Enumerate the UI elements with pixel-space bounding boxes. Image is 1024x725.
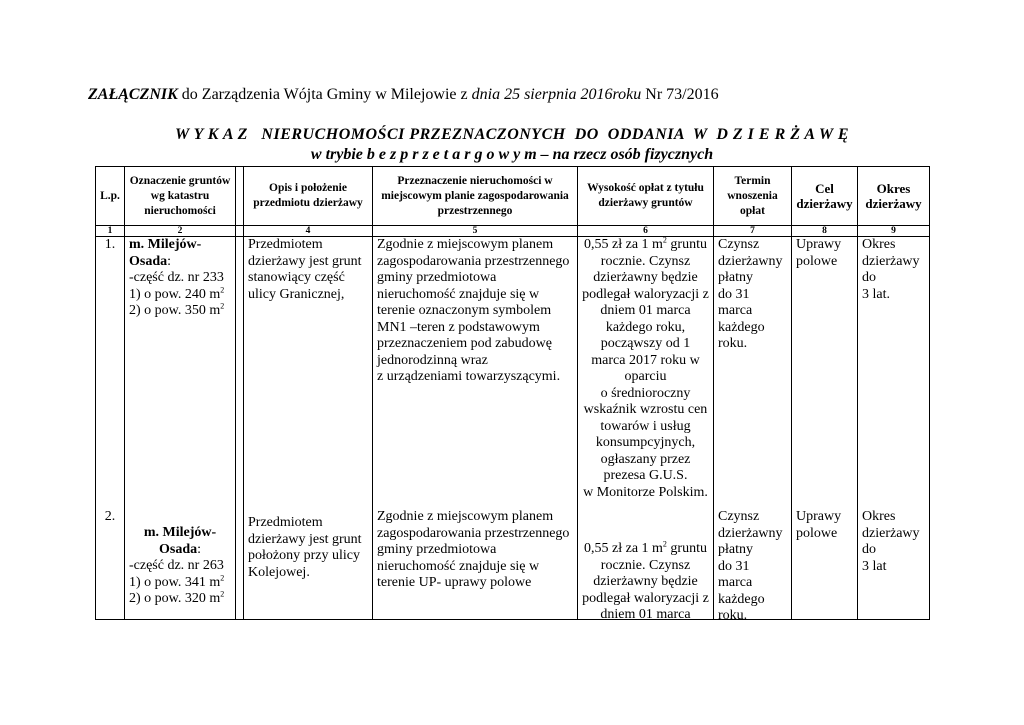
header-line bbox=[88, 86, 719, 104]
location-name: m. Milejów-Osada: bbox=[143, 525, 217, 557]
column-number-row bbox=[96, 226, 930, 237]
header-nr: Nr 73/2016 bbox=[645, 86, 719, 103]
col-number: 6 bbox=[578, 226, 714, 237]
header-dnia: dnia bbox=[471, 86, 501, 103]
okres-2: Okres dzierżawy do 3 lat bbox=[862, 509, 920, 574]
col-gap bbox=[236, 226, 244, 237]
termin-2: Czynsz dzierżawny płatny do 31 marca każdego roku. bbox=[718, 509, 783, 623]
col-header-lp: L.p. bbox=[96, 167, 125, 226]
oplata-2: 0,55 zł za 1 $m^2$ gruntu rocznie. Czynsz dzierżawny będzie podlegał waloryzacji z dniem 01 marca bbox=[582, 539, 709, 622]
parcel-number: -część dz. nr 263 bbox=[129, 558, 224, 573]
przeznaczenie-2: Zgodnie z miejscowym planem zagospodarowania przestrzennego gminy przedmiotowa nieruchomość znajduje się w terenie UP- uprawy polowe bbox=[377, 509, 570, 590]
parcel-area: 1) o pow. 341 $m^2$ bbox=[129, 572, 225, 590]
termin-1: Czynsz dzierżawny płatny do 31 marca każdego roku. bbox=[718, 237, 783, 351]
location-name: m. Milejów-Osada: bbox=[129, 237, 202, 269]
title-line-2: w trybie b e z p r z e t a r g o w y m – na rzecz osób fizycznych bbox=[310, 146, 714, 163]
col-header-termin: Termin wnoszenia opłat bbox=[714, 167, 792, 226]
col-header-oplaty: Wysokość opłat z tytułu dzierżawy gruntów bbox=[578, 167, 714, 226]
parcel-entry-2 bbox=[129, 525, 231, 608]
col-number: 7 bbox=[714, 226, 792, 237]
col-number: 8 bbox=[792, 226, 858, 237]
header-text: do Zarządzenia Wójta Gminy w Milejowie z bbox=[181, 86, 468, 103]
cel-2: Uprawy polowe bbox=[796, 509, 842, 541]
header-date: 25 sierpnia 2016roku bbox=[504, 86, 642, 103]
lp-2: 2. bbox=[104, 509, 116, 524]
parcel-number: -część dz. nr 233 bbox=[129, 270, 224, 285]
title-line-1: W Y K A Z NIERUCHOMOŚCI PRZEZNACZONYCH DO ODDANIA W D Z I E R Ż A W Ę bbox=[174, 126, 850, 143]
lp-1: 1. bbox=[104, 237, 116, 252]
col-number: 1 bbox=[96, 226, 125, 237]
okres-1: Okres dzierżawy do 3 lat. bbox=[862, 237, 920, 302]
col-gap bbox=[236, 237, 244, 620]
parcel-entry-1 bbox=[129, 237, 231, 320]
col-number: 9 bbox=[858, 226, 930, 237]
oplata-1: 0,55 zł za 1 $m^2$ gruntu rocznie. Czynsz dzierżawny będzie podlegał waloryzacji z dniem 01 marca każdego roku, począwszy od 1 marca 2017 roku w oparciu o średnioroczny wskaźnik wzrostu cen towarów i usług konsumpcyjnych, ogłaszany przez prezesa G.U.S. w Monitorze Polskim. bbox=[582, 235, 709, 500]
parcel-area: 2) o pow. 350 $m^2$ bbox=[129, 301, 225, 318]
col-number: 2 bbox=[125, 226, 236, 237]
col-header-przeznaczenie: Przeznaczenie nieruchomości w miejscowym planie zagospodarowania przestrzennego bbox=[373, 167, 578, 226]
col-number: 5 bbox=[373, 226, 578, 237]
parcel-area: 2) o pow. 320 $m^2$ bbox=[129, 589, 225, 606]
col-header-cel: Cel dzierżawy bbox=[792, 167, 858, 226]
table-row bbox=[96, 237, 930, 620]
col-number: 4 bbox=[244, 226, 373, 237]
col-header-okres: Okres dzierżawy bbox=[858, 167, 930, 226]
col-header-oznaczenie: Oznaczenie gruntów wg katastru nieruchomości bbox=[125, 167, 236, 226]
wykaz-table bbox=[95, 166, 930, 623]
parcel-area: 1) o pow. 240 $m^2$ bbox=[129, 284, 225, 302]
zalacznik-label: ZAŁĄCZNIK bbox=[88, 86, 178, 103]
col-gap bbox=[236, 167, 244, 226]
col-header-opis: Opis i położenie przedmiotu dzierżawy bbox=[244, 167, 373, 226]
header-row bbox=[96, 167, 930, 226]
opis-2: Przedmiotem dzierżawy jest grunt położony przy ulicy Kolejowej. bbox=[248, 515, 362, 580]
opis-1: Przedmiotem dzierżawy jest grunt stanowiący część ulicy Granicznej, bbox=[248, 237, 362, 302]
przeznaczenie-1: Zgodnie z miejscowym planem zagospodarowania przestrzennego gminy przedmiotowa nieruchomość znajduje się w terenie oznaczonym symbolem MN1 –teren z podstawowym przeznaczeniem pod zabudowę jednorodzinną wraz z urządzeniami towarzyszącymi. bbox=[377, 237, 570, 384]
cel-1: Uprawy polowe bbox=[796, 237, 842, 269]
